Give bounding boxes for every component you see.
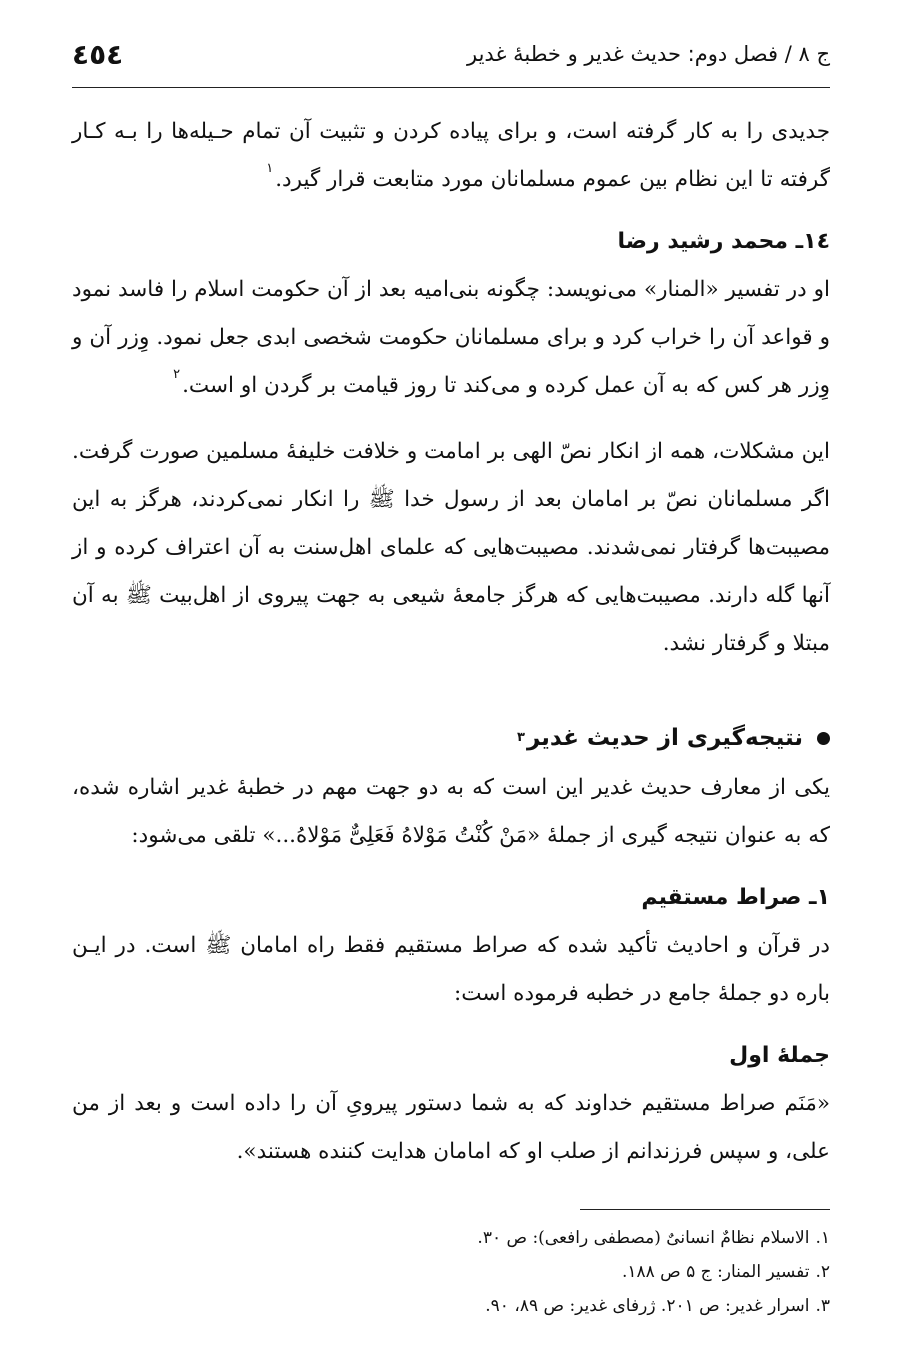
bullet-icon <box>817 732 830 745</box>
footnote-1 <box>72 1221 830 1255</box>
heading-straight-path: ۱ـ صراط مستقیم <box>641 885 830 910</box>
body-text <box>72 108 830 1176</box>
paragraph-4: یکی از معارف حدیث غدیر این است که به دو جهت مهم در خطبهٔ غدیر اشاره شده، که به عنوان نتیجه گیری از جملهٔ «مَنْ کُنْتُ مَوْلاهُ فَعَلِیٌّ مَوْلاهُ...» تلقی می‌شود: <box>72 775 830 848</box>
footnote-number: ۲. <box>815 1262 830 1282</box>
footnote-number: ۳. <box>815 1296 830 1316</box>
running-head <box>72 34 830 74</box>
running-title: ج ۸ / فصل دوم: حدیث غدیر و خطبهٔ غدیر <box>466 42 830 66</box>
spacer <box>72 1018 830 1032</box>
footnote-3 <box>72 1289 830 1323</box>
paragraph-2-text: او در تفسیر «المنار» می‌نویسد: چگونه بنی‌امیه بعد از آن حکومت اسلام را فاسد نمود و قواعد آن را خراب کرد و برای مسلمانان حکومت شخصی ابدی جعل نمود. وِزر آن و وِزر هر کس که به آن عمل کرده و می‌کند تا روز قیامت بر گردن او است. <box>72 277 830 398</box>
paragraph-1 <box>72 108 830 204</box>
footnote-ref-2[interactable]: ۲ <box>173 367 181 382</box>
paragraph-2 <box>72 266 830 410</box>
heading-rashid-rida: ۱٤ـ محمد رشید رضا <box>617 229 830 254</box>
footnote-ref-1[interactable]: ۱ <box>266 161 274 176</box>
paragraph-3: این مشکلات، همه از انکار نصّ الهی بر امامت و خلافت خلیفهٔ مسلمین صورت گرفت. اگر مسلمانان نصّ بر امامان بعد از رسول خدا ﷺ را انکار نمی‌کردند، هرگز به این مصیبت‌ها گرفتار نمی‌شدند. مصیبت‌هایی که علمای اهل‌سنت به آن اعتراف کرده و از آنها گله دارند. مصیبت‌هایی که هرگز جامعهٔ شیعی به جهت پیروی از اهل‌بیت ﷺ به آن مبتلا و گرفتار نشد. <box>72 439 830 656</box>
paragraph-5: در قرآن و احادیث تأکید شده که صراط مستقیم فقط راه امامان ﷺ است. در ایـن باره دو جملهٔ جامع در خطبه فرموده است: <box>72 933 830 1006</box>
footnote-rule <box>580 1209 830 1210</box>
header-rule <box>72 87 830 88</box>
footnote-text: اسرار غدیر: ص ۲۰۱. ژرفای غدیر: ص ۸۹، ۹۰. <box>485 1296 810 1316</box>
spacer <box>72 668 830 712</box>
page-number: ٤٥٤ <box>72 37 124 71</box>
paragraph-6: «مَنَم صراط مستقیم خداوند که به شما دستور پیرویِ آن را داده است و بعد از من علی، و سپس فرزندانم از صلب او که امامان هدایت کننده هستند». <box>72 1091 830 1164</box>
section-heading: نتیجه‌گیری از حدیث غدیر ۳ <box>72 712 830 764</box>
heading-first-sentence: جملهٔ اول <box>729 1043 830 1068</box>
footnotes <box>72 1221 830 1323</box>
paragraph-1-text: جدیدی را به کار گرفته است، و برای پیاده کردن و تثبیت آن تمام حـیله‌ها را بـه کـار گرفته تا این نظام بین عموم مسلمانان مورد متابعت قرار گیرد. <box>72 119 830 192</box>
footnote-2 <box>72 1255 830 1289</box>
spacer <box>72 410 830 428</box>
section-heading-text: نتیجه‌گیری از حدیث غدیر <box>526 725 803 751</box>
spacer <box>72 204 830 218</box>
footnote-text: الاسلام نظامٌ انسانیٌ (مصطفی رافعی): ص ۳۰. <box>477 1228 810 1248</box>
spacer <box>72 860 830 874</box>
footnote-text: تفسیر المنار: ج ۵ ص ۱۸۸. <box>621 1262 810 1282</box>
footnote-number: ۱. <box>815 1228 830 1248</box>
book-page <box>72 0 830 1366</box>
